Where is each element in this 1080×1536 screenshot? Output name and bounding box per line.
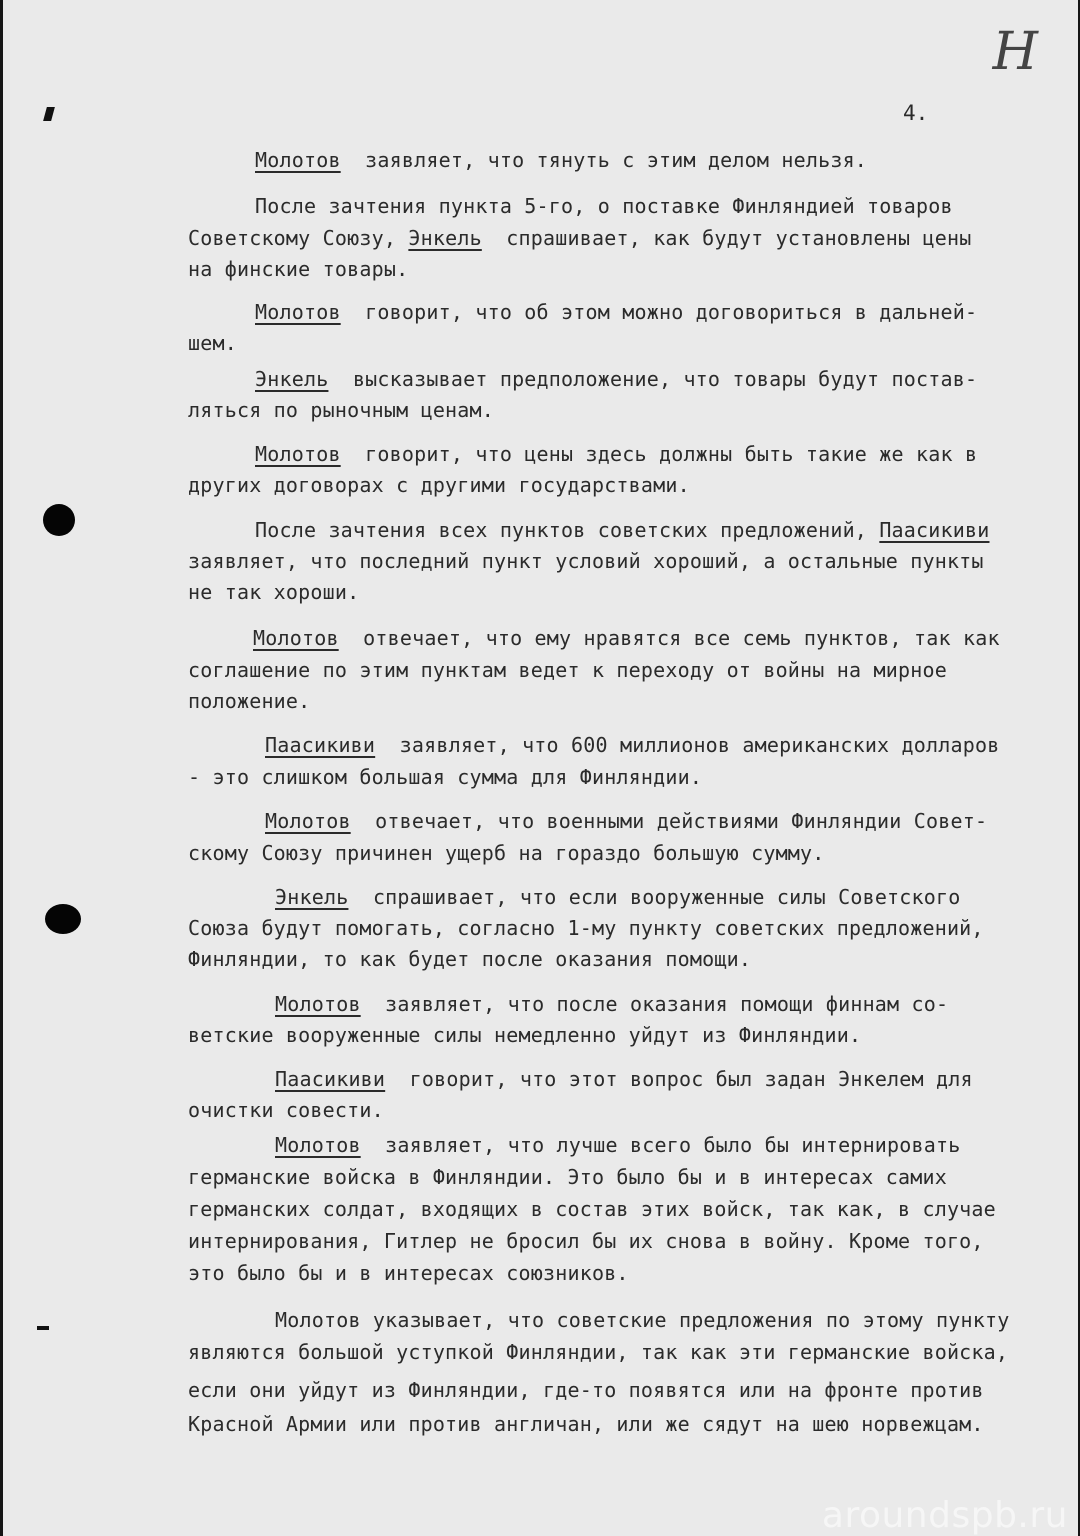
paragraph-13-line-3: германских солдат, входящих в состав этих войск, так как, в случае: [188, 1197, 996, 1221]
watermark: aroundspb.ru: [821, 1495, 1068, 1536]
punch-hole-top: [43, 504, 75, 536]
speaker-name: Молотов: [275, 1133, 361, 1157]
text-run: заявляет, что лучше всего было бы интернировать: [385, 1133, 961, 1157]
text-run: заявляет, что после оказания помощи финнам со-: [385, 992, 949, 1016]
paragraph-11-line-1: [275, 989, 948, 1020]
paragraph-5-line-2: других договорах с другими государствами.: [188, 473, 690, 497]
paragraph-14-line-2: являются большой уступкой Финляндии, так как эти германские войска,: [188, 1340, 1009, 1364]
text-run: заявляет, что тянуть с этим делом нельзя.: [365, 148, 868, 172]
margin-mark-top: [43, 107, 55, 121]
paragraph-13-line-4: интернирования, Гитлер не бросил бы их снова в войну. Кроме того,: [188, 1229, 984, 1253]
paragraph-13-line-2: германские войска в Финляндии. Это было бы и в интересах самих: [188, 1165, 947, 1189]
speaker-name: Паасикиви: [879, 518, 990, 542]
text-run: спрашивает, как будут установлены цены: [506, 226, 972, 250]
paragraph-10-line-2: Союза будут помогать, согласно 1-му пункту советских предложений,: [188, 916, 984, 940]
paragraph-2-line-2: [188, 223, 971, 254]
text-run: говорит, что цены здесь должны быть такие же как в: [365, 442, 978, 466]
paragraph-10-line-1: [275, 882, 961, 913]
paragraph-11-line-2: ветские вооруженные силы немедленно уйдут из Финляндии.: [188, 1023, 862, 1047]
text-run: После зачтения всех пунктов советских предложений,: [255, 518, 868, 542]
speaker-name: Энкель: [408, 226, 482, 250]
paragraph-3-line-1: [255, 297, 977, 328]
paragraph-6-line-3: не так хороши.: [188, 580, 360, 604]
paragraph-13-line-1: [275, 1130, 961, 1161]
text-run: говорит, что этот вопрос был задан Энкелем для: [409, 1067, 973, 1091]
paragraph-2-line-3: на финские товары.: [188, 257, 409, 281]
speaker-name: Паасикиви: [265, 733, 376, 757]
paragraph-13-line-5: это было бы и в интересах союзников.: [188, 1261, 629, 1285]
paragraph-3-line-2: шем.: [188, 331, 237, 355]
text-run: отвечает, что военными действиями Финляндии Совет-: [375, 809, 988, 833]
speaker-name: Молотов: [255, 300, 341, 324]
text-run: заявляет, что 600 миллионов американских долларов: [399, 733, 1000, 757]
paragraph-1-line-1: [255, 145, 867, 176]
speaker-name: Молотов: [265, 809, 351, 833]
paragraph-9-line-1: [265, 806, 987, 837]
paragraph-4-line-2: ляться по рыночным ценам.: [188, 398, 495, 422]
paragraph-14-line-3: если они уйдут из Финляндии, где-то появятся или на фронте против: [188, 1378, 984, 1402]
paragraph-4-line-1: [255, 364, 977, 395]
paragraph-12-line-1: [275, 1064, 973, 1095]
paragraph-6-line-2: заявляет, что последний пункт условий хороший, а остальные пункты: [188, 549, 984, 573]
speaker-name: Молотов: [253, 626, 339, 650]
punch-hole-bottom: [45, 904, 81, 934]
paragraph-12-line-2: очистки совести.: [188, 1098, 384, 1122]
handwritten-page-mark: Н: [992, 22, 1034, 82]
text-run: высказывает предположение, что товары будут постав-: [352, 367, 978, 391]
speaker-name: Молотов: [255, 442, 341, 466]
margin-mark-bottom: [37, 1326, 49, 1330]
paragraph-2-line-1: После зачтения пункта 5-го, о поставке Финляндией товаров: [255, 194, 953, 218]
speaker-name: Молотов: [275, 992, 361, 1016]
speaker-name: Молотов: [255, 148, 341, 172]
paragraph-14-line-1: Молотов указывает, что советские предложения по этому пункту: [275, 1308, 1010, 1332]
paragraph-5-line-1: [255, 439, 977, 470]
paragraph-7-line-3: положение.: [188, 689, 311, 713]
paragraph-8-line-2: - это слишком большая сумма для Финляндии.: [188, 765, 703, 789]
speaker-name: Паасикиви: [275, 1067, 386, 1091]
text-run: спрашивает, что если вооруженные силы Советского: [372, 885, 961, 909]
paragraph-6-line-1: [255, 515, 989, 546]
paragraph-9-line-2: скому Союзу причинен ущерб на гораздо большую сумму.: [188, 841, 825, 865]
page-number: 4.: [903, 101, 929, 125]
text-run: отвечает, что ему нравятся все семь пунктов, так как: [363, 626, 1000, 650]
text-run: говорит, что об этом можно договориться в дальней-: [365, 300, 978, 324]
paragraph-7-line-1: [253, 623, 1000, 654]
paragraph-10-line-3: Финляндии, то как будет после оказания помощи.: [188, 947, 752, 971]
speaker-name: Энкель: [275, 885, 349, 909]
text-run: Советскому Союзу,: [188, 226, 397, 250]
paragraph-7-line-2: соглашение по этим пунктам ведет к переходу от войны на мирное: [188, 658, 947, 682]
paragraph-8-line-1: [265, 730, 999, 761]
document-page: [3, 0, 1078, 1536]
paragraph-14-line-4: Красной Армии или против англичан, или же сядут на шею норвежцам.: [188, 1412, 984, 1436]
speaker-name: Энкель: [255, 367, 329, 391]
